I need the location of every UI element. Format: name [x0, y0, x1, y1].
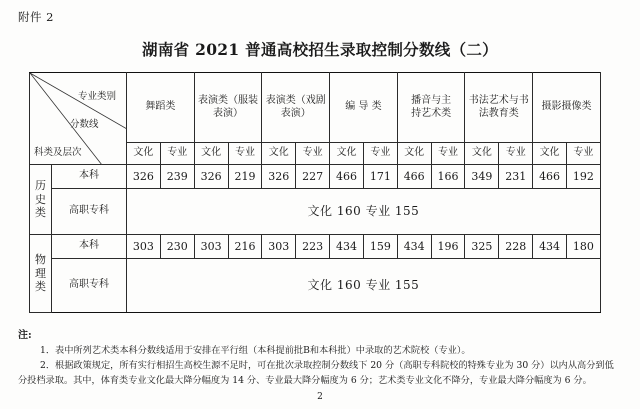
corner-scoreline-label: 分数线 — [70, 119, 99, 130]
group-label-char: 历 — [35, 178, 46, 192]
subheader-culture: 文化 — [330, 143, 364, 165]
vocational-label: 高职专科 — [52, 259, 127, 313]
category-header-line1: 表演类（服装 — [198, 95, 259, 106]
corner-header-cell — [30, 73, 127, 165]
category-header-cell — [194, 73, 262, 143]
score-cell: 349 — [465, 165, 499, 189]
score-cell: 171 — [363, 165, 397, 189]
category-header-line1: 播音与主 — [411, 95, 452, 106]
score-cell: 466 — [330, 165, 364, 189]
subheader-major: 专业 — [499, 143, 533, 165]
score-cell: 434 — [533, 235, 567, 259]
header-row-categories — [30, 73, 601, 143]
attachment-label: 附件 2 — [18, 10, 54, 24]
score-cell: 466 — [533, 165, 567, 189]
subheader-culture: 文化 — [533, 143, 567, 165]
category-header-line1: 编 导 类 — [345, 101, 382, 113]
subheader-major: 专业 — [160, 143, 194, 165]
undergrad-label: 本科 — [52, 165, 127, 189]
notes-section — [18, 328, 623, 388]
score-cell: 180 — [566, 235, 600, 259]
score-table — [29, 72, 601, 313]
score-cell: 303 — [194, 235, 228, 259]
notes-heading: 注: — [18, 330, 32, 341]
subheader-culture: 文化 — [127, 143, 161, 165]
score-cell: 166 — [431, 165, 465, 189]
corner-subject-label: 科类及层次 — [34, 147, 82, 158]
undergrad-label: 本科 — [52, 235, 127, 259]
score-cell: 231 — [499, 165, 533, 189]
category-header-line1: 摄影摄像类 — [541, 101, 592, 113]
score-cell: 326 — [127, 165, 161, 189]
note-item-2: 2．根据政策规定，所有实行相招生高校生源不足时，可在批次录取控制分数线下 20 分（高职专科院校的特殊专业为 30 分）以内从高分到低 — [40, 360, 614, 371]
score-cell: 228 — [499, 235, 533, 259]
score-cell: 326 — [194, 165, 228, 189]
subheader-culture: 文化 — [194, 143, 228, 165]
score-cell: 326 — [262, 165, 296, 189]
subheader-major: 专业 — [431, 143, 465, 165]
history-vocational-row — [30, 189, 601, 235]
subheader-major: 专业 — [296, 143, 330, 165]
vocational-label: 高职专科 — [52, 189, 127, 235]
category-header-line2: 法教育类 — [478, 107, 519, 119]
category-header-line1: 表演类（戏剧 — [265, 95, 326, 106]
score-cell: 230 — [160, 235, 194, 259]
category-header-cell — [262, 73, 330, 143]
corner-category-label: 专业类别 — [77, 91, 116, 102]
score-cell: 303 — [262, 235, 296, 259]
vocational-score-merged: 文化 160 专业 155 — [127, 259, 601, 313]
score-cell: 227 — [296, 165, 330, 189]
group-label-char: 史 — [35, 192, 46, 206]
page-title: 湖南省 2021 普通高校招生录取控制分数线（二） — [142, 40, 498, 59]
category-header-line2: 表演） — [280, 107, 311, 119]
subheader-culture: 文化 — [262, 143, 296, 165]
score-cell: 196 — [431, 235, 465, 259]
subheader-culture: 文化 — [465, 143, 499, 165]
history-undergrad-row — [30, 165, 601, 189]
category-header-cell — [465, 73, 533, 143]
vocational-score-merged: 文化 160 专业 155 — [127, 189, 601, 235]
score-cell: 303 — [127, 235, 161, 259]
subheader-major: 专业 — [566, 143, 600, 165]
group-label-char: 类 — [35, 206, 46, 220]
category-header-cell — [533, 73, 601, 143]
physics-vocational-row — [30, 259, 601, 313]
score-cell: 434 — [330, 235, 364, 259]
score-cell: 239 — [160, 165, 194, 189]
group-label-char: 理 — [35, 266, 46, 280]
category-header-cell — [127, 73, 195, 143]
group-label-char: 物 — [35, 252, 46, 266]
score-cell: 192 — [566, 165, 600, 189]
subheader-culture: 文化 — [397, 143, 431, 165]
category-header-line2: 表演） — [213, 107, 244, 119]
note-item-2-continued: 分投档录取。其中，体育类专业文化最大降分幅度为 14 分、专业最大降分幅度为 6 分；艺术类专业文化不降分，专业最大降分幅度为 6 分。 — [18, 375, 592, 386]
physics-group-label — [30, 235, 52, 313]
category-header-line2: 持艺术类 — [411, 107, 452, 119]
score-cell: 466 — [397, 165, 431, 189]
subheader-major: 专业 — [363, 143, 397, 165]
physics-undergrad-row — [30, 235, 601, 259]
score-cell: 223 — [296, 235, 330, 259]
category-header-cell — [397, 73, 465, 143]
score-cell: 216 — [228, 235, 262, 259]
page-number: 2 — [317, 392, 323, 402]
score-cell: 325 — [465, 235, 499, 259]
category-header-line1: 书法艺术与书 — [468, 95, 529, 106]
subheader-major: 专业 — [228, 143, 262, 165]
history-group-label — [30, 165, 52, 235]
score-cell: 159 — [363, 235, 397, 259]
note-item-1: 1．表中所列艺术类本科分数线适用于安排在平行组（本科提前批B和本科批）中录取的艺术院校（专业）。 — [40, 345, 471, 356]
category-header-line1: 舞蹈类 — [145, 101, 176, 113]
group-label-char: 类 — [35, 280, 46, 294]
score-cell: 219 — [228, 165, 262, 189]
category-header-cell — [330, 73, 398, 143]
score-cell: 434 — [397, 235, 431, 259]
